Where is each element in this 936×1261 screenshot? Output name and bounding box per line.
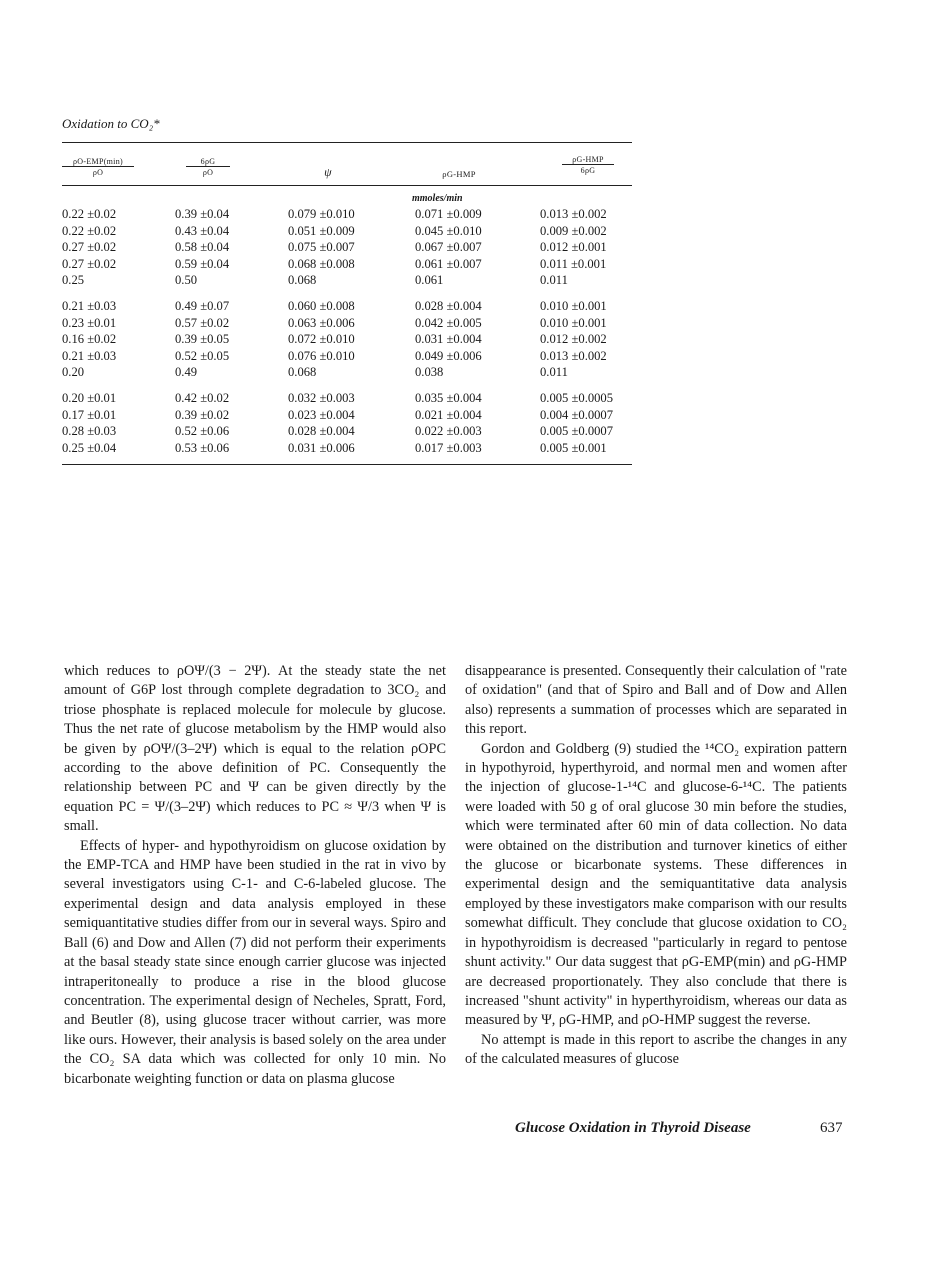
table-cell: 0.23 ±0.01 [62,315,117,330]
table-cell: 0.50 [175,273,198,288]
table-cell: 0.061 ±0.007 [415,256,482,271]
table-cell: 0.005 ±0.0005 [540,390,614,405]
running-title: Glucose Oxidation in Thyroid Disease [515,1120,751,1136]
table-cell: 0.011 ±0.001 [540,256,607,271]
table-cell: 0.49 [175,365,198,380]
table-cell: 0.22 ±0.02 [62,223,117,238]
table-cell: 0.57 ±0.02 [175,315,230,330]
table-caption: Oxidation to CO₂* [62,116,160,131]
header-col-1: ρO-EMP(min) ρO [62,157,134,177]
table-cell: 0.031 ±0.006 [288,440,355,455]
table-cell: 0.042 ±0.005 [415,315,482,330]
table-cell: 0.032 ±0.003 [288,390,355,405]
table-cell: 0.045 ±0.010 [415,223,482,238]
table-row [62,298,632,315]
table-cell: 0.035 ±0.004 [415,390,482,405]
table-cell: 0.39 ±0.02 [175,407,230,422]
table-cell: 0.068 [288,365,317,380]
table-cell: 0.021 ±0.004 [415,407,482,422]
text-column-left [64,662,446,1089]
table-bottom-rule [62,464,632,465]
table-row [62,331,632,348]
table-cell: 0.049 ±0.006 [415,348,482,363]
table-cell: 0.52 ±0.05 [175,348,230,363]
table-cell: 0.063 ±0.006 [288,315,355,330]
table-cell: 0.011 [540,273,568,288]
table-cell: 0.011 [540,365,568,380]
table-row [62,223,632,240]
table-row [62,239,632,256]
header-col-3: ψ [324,165,332,179]
table-row [62,407,632,424]
table-row [62,315,632,332]
table-cell: 0.53 ±0.06 [175,440,230,455]
table-cell: 0.16 ±0.02 [62,332,117,347]
paragraph: Gordon and Goldberg (9) studied the ¹⁴CO₂ expiration pattern in hypothyroid, hyperthyroid, and normal men and women after the injection of glucose-1-¹⁴C and glucose-6-¹⁴C. The patients were loaded with 50 g of oral glucose 30 min before the studies, which were terminated after 60 min of data collection. No data were obtained on the distribution and turnover kinetics of either the glucose or bicarbonate systems. These differences in experimental design and the semiquantitative data analysis employed by these investigators make comparison with our results somewhat difficult. They conclude that glucose oxidation to CO₂ in hypothyroidism is decreased "particularly in regard to pentose shunt activity." Our data suggest that ρG-EMP(min) and ρG-HMP are decreased proportionately. They also conclude that there is increased "shunt activity" in hyperthyroidism, whereas our data as measured by Ψ, ρG-HMP, and ρO-HMP suggest the reverse. [465,740,847,1029]
oxidation-table [62,142,632,465]
table-cell: 0.39 ±0.04 [175,207,230,221]
table-cell: 0.071 ±0.009 [415,207,482,221]
table-cell: 0.051 ±0.009 [288,223,355,238]
table-cell: 0.20 ±0.01 [62,390,117,405]
table-cell: 0.59 ±0.04 [175,256,230,271]
table-cell: 0.012 ±0.001 [540,240,607,255]
table-cell: 0.031 ±0.004 [415,332,482,347]
table-row [62,390,632,407]
table-cell: 0.012 ±0.002 [540,332,607,347]
table-cell: 0.27 ±0.02 [62,256,117,271]
table-cell: 0.017 ±0.003 [415,440,482,455]
table-cell: 0.072 ±0.010 [288,332,355,347]
text-column-right [465,662,847,1070]
table-row [62,206,632,223]
table-cell: 0.010 ±0.001 [540,298,607,313]
group-gap [62,381,632,390]
table-cell: 0.075 ±0.007 [288,240,355,255]
table-cell: 0.028 ±0.004 [415,298,482,313]
table-row [62,256,632,273]
paragraph: Effects of hyper- and hypothyroidism on glucose oxidation by the EMP-TCA and HMP have been studied in the rat in vivo by several investigators using C-1- and C-6-labeled glucose. The experimental design and data analysis employed in these semiquantitative studies differ from our in several ways. Spiro and Ball (6) and Dow and Allen (7) did not perform their experiments at the basal steady state since enough carrier glucose was injected intraperitoneally to produce a rise in the blood glucose concentration. The experimental design of Necheles, Spratt, Ford, and Beutler (8), using glucose tracer without carrier, was more like ours. However, their analysis is based solely on the area under the CO₂ SA data which was collected for only 10 min. No bicarbonate weighting function or data on plasma glucose [64,837,446,1087]
table-cell: 0.028 ±0.004 [288,424,355,439]
table-row [62,272,632,289]
table-cell: 0.038 [415,365,444,380]
table-cell: 0.21 ±0.03 [62,348,117,363]
table-row [62,348,632,365]
table-cell: 0.25 [62,273,85,288]
paragraph: which reduces to ρOΨ/(3 − 2Ψ). At the steady state the net amount of G6P lost through complete degradation to 3CO₂ and triose phosphate is replaced molecule for molecule by glucose. Thus the net rate of glucose metabolism by the HMP would also be given by ρOΨ/(3–2Ψ) which is equal to the relation ρOPC according to the above definition of PC. Consequently the relationship between PC and Ψ can be given directly by the equation PC = Ψ/(3–2Ψ) which reduces to PC ≈ Ψ/3 when Ψ is small. [64,663,446,835]
table-row [62,423,632,440]
table-cell: 0.009 ±0.002 [540,223,607,238]
table-cell: 0.068 ±0.008 [288,256,355,271]
table-cell: 0.39 ±0.05 [175,332,230,347]
table-header [62,143,632,185]
table-cell: 0.27 ±0.02 [62,240,117,255]
units-row [62,186,632,206]
table-cell: 0.010 ±0.001 [540,315,607,330]
header-col-4: ρG-HMP [442,169,476,179]
table-cell: 0.22 ±0.02 [62,207,117,221]
table-cell: 0.013 ±0.002 [540,348,607,363]
table-cell: 0.022 ±0.003 [415,424,482,439]
table-cell: 0.004 ±0.0007 [540,407,614,422]
table-cell: 0.067 ±0.007 [415,240,482,255]
table-cell: 0.58 ±0.04 [175,240,230,255]
table-cell: 0.52 ±0.06 [175,424,230,439]
table-cell: 0.013 ±0.002 [540,207,607,221]
table-cell: 0.43 ±0.04 [175,223,230,238]
group-gap [62,289,632,298]
table-cell: 0.023 ±0.004 [288,407,355,422]
table-row [62,440,632,457]
paragraph: disappearance is presented. Consequently their calculation of "rate of oxidation" (and that of Spiro and Ball and of Dow and Allen also) represents a summation of processes which are separated in this report. [465,663,847,738]
header-col-5: ρG-HMP 6ρG [562,155,614,175]
paragraph: No attempt is made in this report to ascribe the changes in any of the calculated measures of glucose [465,1031,847,1068]
table-cell: 0.17 ±0.01 [62,407,117,422]
table-cell: 0.42 ±0.02 [175,390,230,405]
table-cell: 0.20 [62,365,85,380]
table-body [62,206,632,456]
table-row [62,364,632,381]
table-cell: 0.061 [415,273,444,288]
page-number: 637 [820,1120,843,1136]
table-cell: 0.49 ±0.07 [175,298,230,313]
table-cell: 0.005 ±0.001 [540,440,607,455]
table-cell: 0.28 ±0.03 [62,424,117,439]
header-col-2: $\frac{6\rho G}{\rho O}$ [186,157,230,177]
table-cell: 0.005 ±0.0007 [540,424,614,439]
table-cell: 0.21 ±0.03 [62,298,117,313]
table-cell: 0.079 ±0.010 [288,207,355,221]
table-cell: 0.060 ±0.008 [288,298,355,313]
table-cell: 0.068 [288,273,317,288]
table-cell: 0.076 ±0.010 [288,348,355,363]
units-label: mmoles/min [412,193,463,204]
table-cell: 0.25 ±0.04 [62,440,117,455]
